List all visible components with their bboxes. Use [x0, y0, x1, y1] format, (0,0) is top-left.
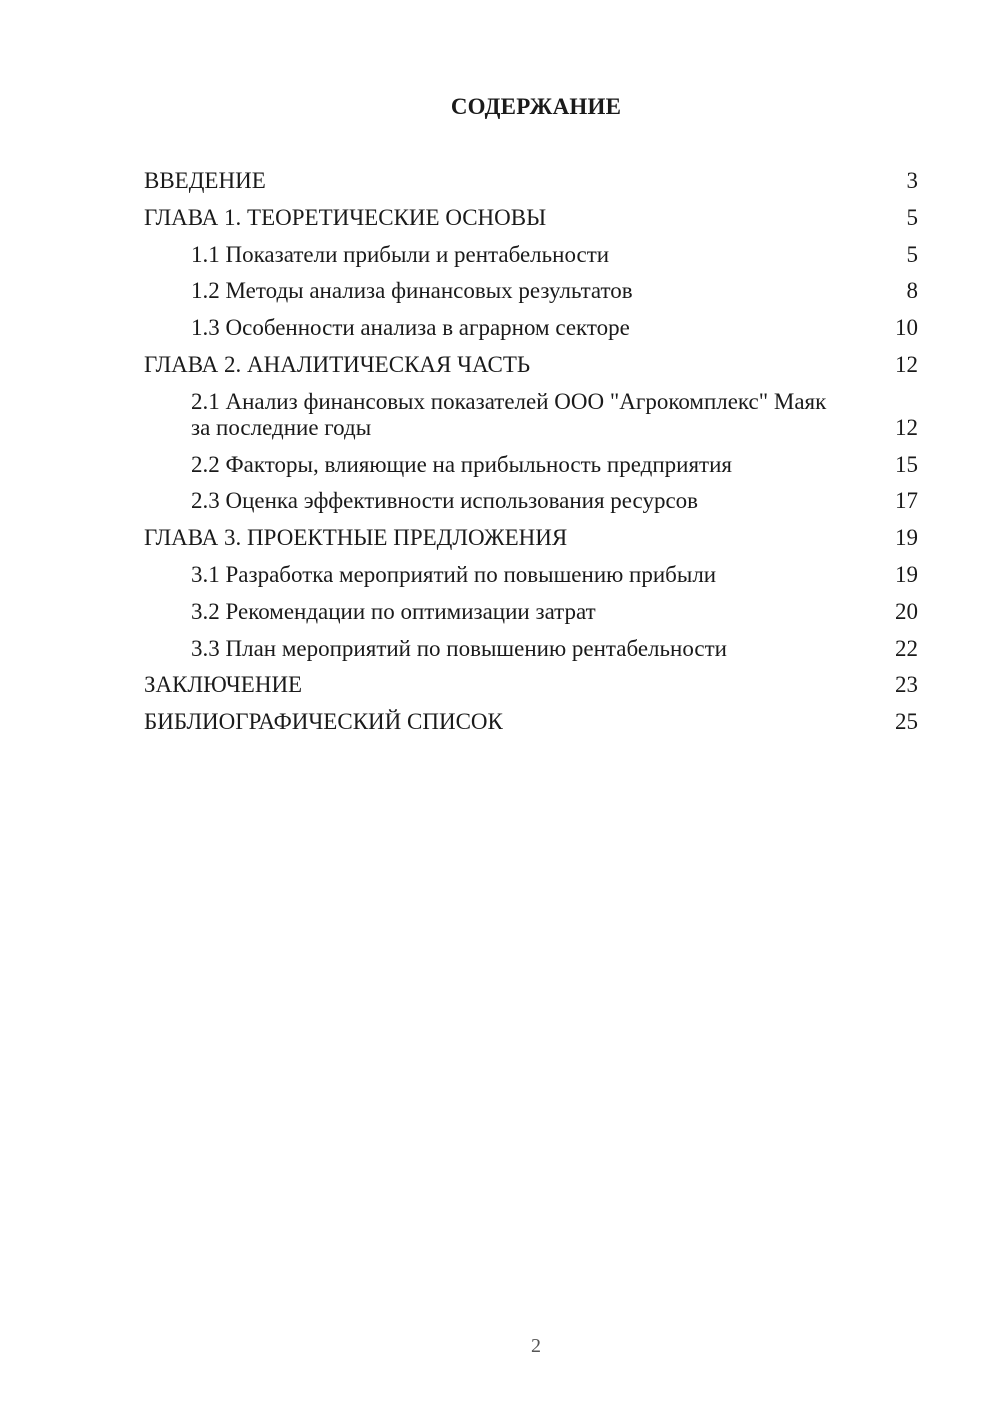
- toc-entry-section-3-3: [144, 636, 918, 662]
- toc-entry-page: 5: [906, 241, 918, 267]
- toc-entry-chapter-3: [144, 525, 918, 551]
- toc-entry-introduction: [144, 168, 918, 194]
- toc-entry-text: ЗАКЛЮЧЕНИЕ: [144, 672, 303, 698]
- toc-entry-page: 19: [895, 525, 918, 551]
- toc-entry-conclusion: [144, 672, 918, 698]
- toc-entry-section-1-2: [144, 278, 918, 304]
- toc-entry-text: ГЛАВА 1. ТЕОРЕТИЧЕСКИЕ ОСНОВЫ: [144, 204, 547, 230]
- toc-entry-section-1-1: [144, 242, 918, 268]
- toc-entry-section-2-1: [144, 389, 918, 441]
- toc-entry-page: 25: [895, 709, 918, 735]
- toc-entry-text: 3.1 Разработка мероприятий по повышению прибыли: [191, 561, 717, 587]
- toc-entry-page: 3: [906, 168, 918, 193]
- toc-entry-section-2-2: [144, 452, 918, 478]
- toc-entry-section-3-1: [144, 562, 918, 588]
- toc-entry-chapter-1: [144, 205, 918, 231]
- toc-entry-text: 1.2 Методы анализа финансовых результатов: [191, 278, 633, 304]
- toc-entry-page: 5: [906, 204, 918, 230]
- toc-entry-page: 17: [895, 488, 918, 514]
- toc-title: СОДЕРЖАНИЕ: [450, 94, 622, 119]
- toc-entry-text: ГЛАВА 3. ПРОЕКТНЫЕ ПРЕДЛОЖЕНИЯ: [144, 525, 568, 551]
- toc-entry-text: ВВЕДЕНИЕ: [144, 168, 266, 193]
- toc-entry-page: 23: [895, 672, 918, 698]
- toc-entry-chapter-2: [144, 352, 918, 378]
- toc-entry-section-1-3: [144, 315, 918, 341]
- toc-entry-page: 12: [895, 414, 918, 440]
- toc-entry-page: 20: [895, 598, 918, 624]
- toc-entry-section-3-2: [144, 599, 918, 625]
- toc-entry-text: 2.1 Анализ финансовых показателей ООО "Агрокомплекс" Маяк за последние годы: [191, 388, 827, 440]
- toc-entry-text: 1.1 Показатели прибыли и рентабельности: [191, 241, 610, 267]
- toc-entry-section-2-3: [144, 488, 918, 514]
- toc-entry-text: БИБЛИОГРАФИЧЕСКИЙ СПИСОК: [144, 709, 503, 735]
- toc-entry-page: 12: [895, 351, 918, 377]
- toc-entry-text: 1.3 Особенности анализа в аграрном секторе: [191, 315, 630, 341]
- toc-entry-text: 3.2 Рекомендации по оптимизации затрат: [191, 598, 596, 624]
- toc-entry-page: 15: [895, 451, 918, 477]
- toc-entry-text: 2.3 Оценка эффективности использования ресурсов: [191, 488, 699, 514]
- table-of-contents: [144, 168, 918, 746]
- toc-entry-page: 22: [895, 635, 918, 661]
- toc-entry-text: 2.2 Факторы, влияющие на прибыльность предприятия: [191, 451, 732, 477]
- toc-entry-text: 3.3 План мероприятий по повышению рентабельности: [191, 635, 727, 661]
- toc-entry-bibliography: [144, 709, 918, 735]
- page-number: 2: [531, 1335, 541, 1357]
- toc-entry-text: ГЛАВА 2. АНАЛИТИЧЕСКАЯ ЧАСТЬ: [144, 351, 531, 377]
- toc-entry-page: 19: [895, 561, 918, 587]
- toc-entry-page: 10: [895, 315, 918, 341]
- toc-entry-page: 8: [906, 278, 918, 304]
